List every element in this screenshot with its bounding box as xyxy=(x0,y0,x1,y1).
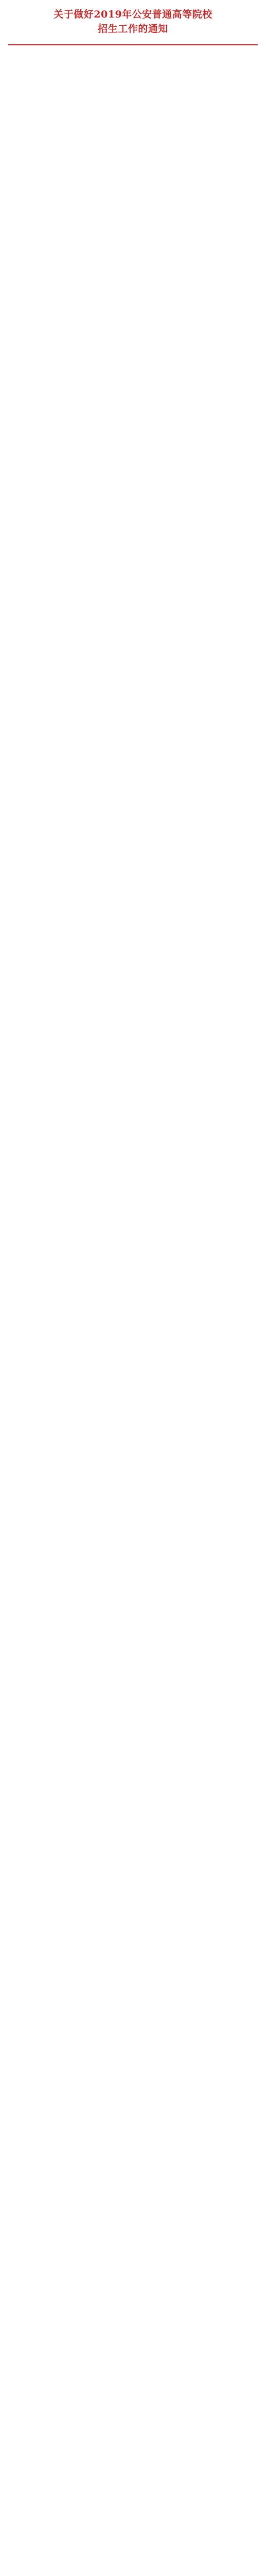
document-title xyxy=(14,7,252,36)
document-body xyxy=(12,57,254,2576)
document-title-line-1: 关于做好2019年公安普通高等院校 xyxy=(54,9,212,20)
document-title-line-2: 招生工作的通知 xyxy=(98,23,168,35)
header-divider xyxy=(8,44,258,45)
document-header xyxy=(0,0,266,62)
